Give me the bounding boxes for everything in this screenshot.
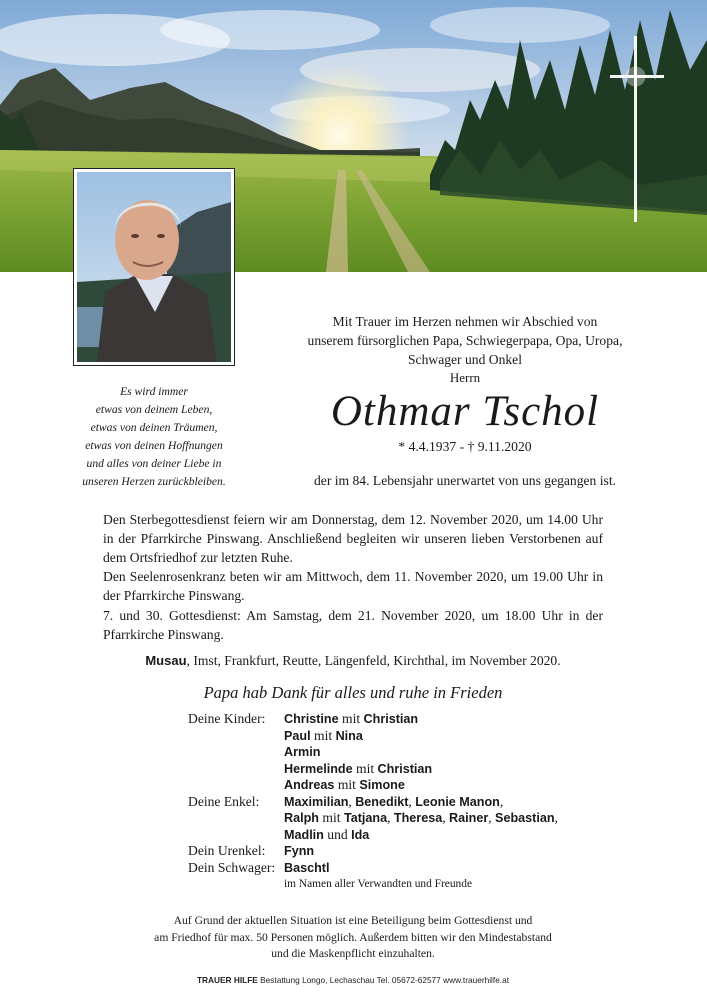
connector-word: mit — [314, 727, 333, 743]
family-role: Dein Urenkel: — [188, 843, 266, 858]
family-name: Theresa — [393, 811, 443, 825]
notice-line: am Friedhof für max. 50 Personen möglich. Außerdem bitten wir den Mindestabstand — [154, 930, 552, 944]
family-name: Christian — [363, 712, 419, 726]
family-name: Leonie Manon — [415, 794, 500, 809]
family-name: Armin — [284, 745, 321, 759]
footer-contact: Bestattung Longo, Lechaschau Tel. 05672-62577 www.trauerhilfe.at — [257, 975, 510, 985]
family-name: Benedikt — [355, 794, 409, 809]
family-name: Madlin — [284, 827, 324, 842]
family-name: Hermelinde — [284, 761, 353, 776]
separator: , — [442, 810, 446, 825]
family-names — [284, 794, 588, 844]
family-name: Maximilian — [284, 794, 349, 809]
place-date-line — [103, 653, 603, 669]
intro-line: Schwager und Onkel — [407, 352, 522, 367]
covid-notice — [103, 913, 603, 963]
poem-line: und alles von deiner Liebe in — [86, 457, 222, 470]
family-name: Christine — [284, 712, 339, 726]
on-behalf-line: im Namen aller Verwandten und Freunde — [284, 878, 472, 890]
family-names — [284, 843, 588, 860]
family-name: Fynn — [284, 844, 315, 858]
separator: , — [408, 793, 412, 809]
footer-brand: TRAUER HILFE — [196, 975, 258, 985]
family-line — [284, 810, 588, 827]
poem — [64, 383, 244, 491]
family-role: Dein Schwager: — [188, 859, 276, 875]
family-name: Simone — [359, 778, 405, 792]
family-name: Rainer — [449, 811, 489, 825]
family-name: Paul — [284, 728, 311, 743]
rosary-paragraph: Den Seelenrosenkranz beten wir am Mittwoch, dem 11. November 2020, um 19.00 Uhr in der Pfarrkirche Pinswang. — [103, 569, 603, 604]
family-name: Ida — [351, 827, 370, 842]
intro-text — [290, 312, 640, 369]
family-name: Baschtl — [284, 860, 330, 875]
notice-line: Auf Grund der aktuellen Situation ist eine Beteiligung beim Gottesdienst und — [173, 914, 533, 927]
family-line — [284, 728, 588, 745]
family-line — [284, 827, 588, 844]
intro-line: unserem fürsorglichen Papa, Schwiegerpapa, Opa, Uropa, — [307, 333, 623, 348]
family-role: Deine Kinder: — [188, 711, 266, 726]
family-names — [284, 860, 588, 877]
separator: , — [488, 810, 492, 825]
connector-word: mit — [342, 711, 361, 726]
family-name: Christian — [377, 761, 433, 776]
family-name: Nina — [335, 728, 363, 743]
family-line — [284, 761, 588, 778]
place-rest: , Imst, Frankfurt, Reutte, Längenfeld, Kirchthal, im November 2020. — [186, 653, 561, 668]
family-list — [188, 711, 588, 876]
life-dates: * 4.4.1937 - † 9.11.2020 — [398, 439, 532, 454]
family-name: Tatjana — [343, 811, 388, 825]
separator: , — [499, 793, 504, 809]
connector-word: mit — [322, 810, 341, 825]
place-town: Musau — [145, 653, 187, 668]
family-line — [284, 794, 588, 811]
intro-line: Mit Trauer im Herzen nehmen wir Abschied von — [332, 314, 598, 329]
thanks-line: Papa hab Dank für alles und ruhe in Frieden — [203, 683, 503, 702]
poem-line: etwas von deinen Hoffnungen — [85, 439, 223, 452]
family-name: Andreas — [284, 778, 335, 792]
family-row-enkel — [188, 794, 588, 844]
separator: , — [554, 810, 558, 825]
portrait-photo — [73, 168, 235, 366]
deceased-name: Othmar Tschol — [330, 388, 600, 435]
poem-line: etwas von deinem Leben, — [95, 403, 213, 416]
family-row-urenkel — [188, 843, 588, 860]
age-line: der im 84. Lebensjahr unerwartet von uns gegangen ist. — [314, 473, 616, 488]
memorial-mass-paragraph: 7. und 30. Gottesdienst: Am Samstag, dem 21. November 2020, um 18.00 Uhr in der Pfarrkirche Pinswang. — [103, 608, 603, 643]
poem-line: unseren Herzen zurückbleiben. — [82, 475, 226, 488]
family-row-schwager — [188, 860, 588, 877]
separator: , — [348, 793, 352, 809]
poem-line: etwas von deinen Träumen, — [90, 421, 218, 434]
family-line — [284, 711, 588, 728]
family-line — [284, 777, 588, 794]
footer-imprint — [103, 975, 603, 985]
family-role: Deine Enkel: — [188, 793, 260, 809]
salutation: Herrn — [449, 370, 481, 385]
funeral-mass-paragraph: Den Sterbegottesdienst feiern wir am Donnerstag, dem 12. November 2020, um 14.00 Uhr in der Pfarrkirche Pinswang. Anschließend begleiten wir unseren lieben Verstorbenen auf dem Ortsfriedhof zur letzten Ruhe. — [103, 512, 603, 566]
family-line — [284, 744, 588, 761]
family-names — [284, 711, 588, 794]
separator: , — [387, 810, 391, 825]
connector-word: und — [327, 826, 348, 842]
connector-word: mit — [356, 760, 375, 776]
connector-word: mit — [337, 777, 356, 792]
family-row-kinder — [188, 711, 588, 794]
family-name: Ralph — [284, 811, 319, 825]
notice-line: und die Maskenpflicht einzuhalten. — [271, 947, 435, 960]
family-name: Sebastian — [495, 811, 555, 825]
poem-line: Es wird immer — [120, 385, 188, 398]
